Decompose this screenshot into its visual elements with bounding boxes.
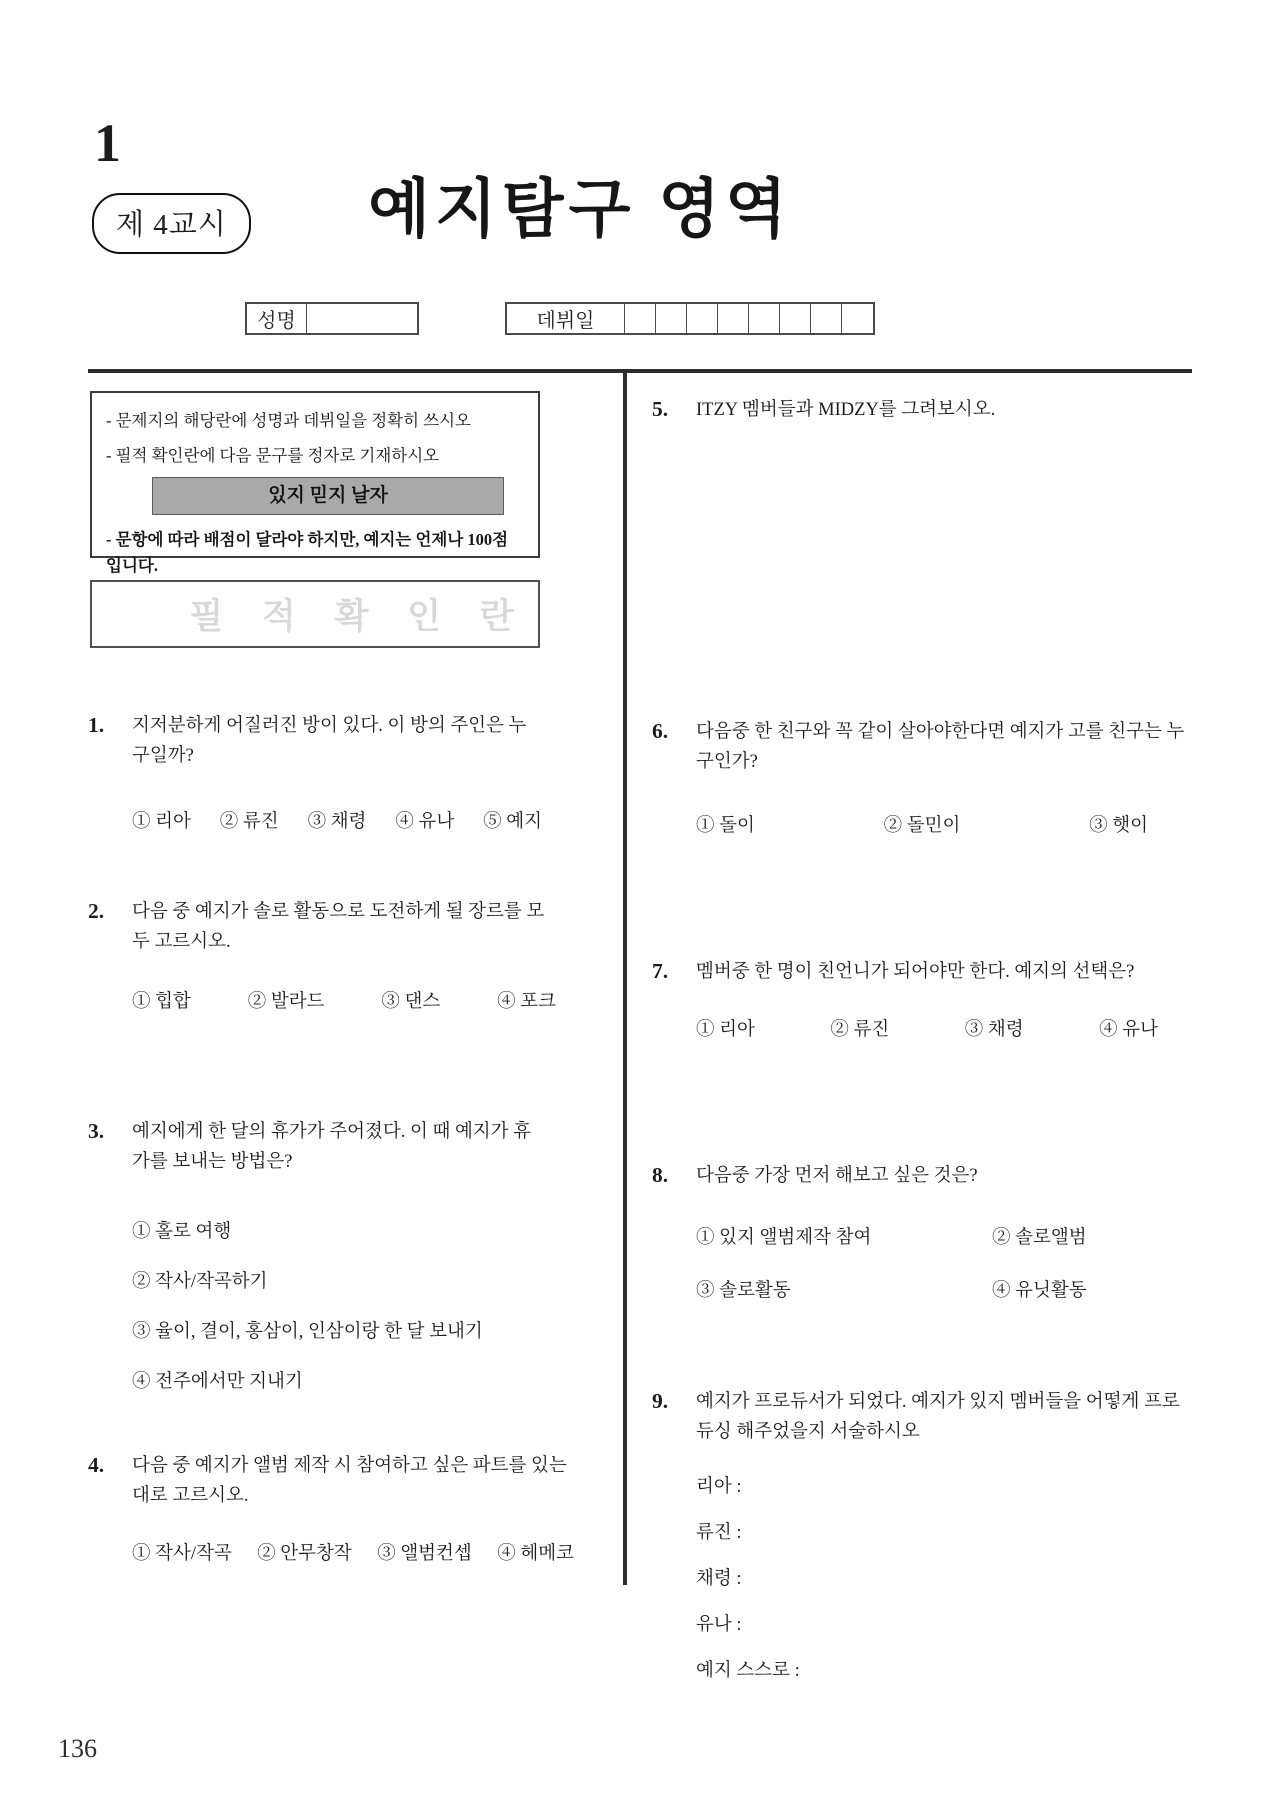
instruction-line: - 문항에 따라 배점이 달라야 하지만, 예지는 언제나 100점입니다. bbox=[106, 530, 509, 575]
option: ③ 앨범컨셉 bbox=[377, 1543, 472, 1564]
debut-date-cell[interactable] bbox=[718, 304, 749, 333]
option: ④ 유나 bbox=[1099, 1019, 1158, 1040]
debut-date-cell[interactable] bbox=[656, 304, 687, 333]
options-row bbox=[696, 1016, 1158, 1046]
option: ① 돌이 bbox=[696, 815, 755, 836]
question-number: 1. bbox=[88, 713, 105, 737]
question-2 bbox=[88, 898, 556, 1018]
option: ② 작사/작곡하기 bbox=[132, 1271, 268, 1292]
question-text: 다음중 가장 먼저 해보고 싶은 것은? bbox=[696, 1166, 978, 1186]
debut-date-cell[interactable] bbox=[780, 304, 811, 333]
question-number: 5. bbox=[652, 397, 669, 421]
option: ② 류진 bbox=[830, 1019, 890, 1040]
option: ③ 채령 bbox=[307, 811, 367, 832]
option: ③ 햇이 bbox=[1089, 815, 1148, 836]
handwriting-verification-label: 필 적 확 인 란 bbox=[189, 597, 529, 636]
option: ① 홀로 여행 bbox=[132, 1221, 232, 1242]
option: ① 작사/작곡 bbox=[132, 1543, 232, 1564]
question-1 bbox=[88, 712, 540, 838]
option: ④ 전주에서만 지내기 bbox=[132, 1371, 303, 1392]
option: ③ 솔로활동 bbox=[696, 1280, 791, 1301]
handwriting-verification-box[interactable] bbox=[90, 580, 540, 648]
question-text: ITZY 멤버들과 MIDZY를 그려보시오. bbox=[696, 400, 996, 420]
options-list bbox=[132, 1218, 540, 1398]
handwriting-phrase-box: 있지 믿지 날자 bbox=[152, 477, 504, 515]
question-number: 6. bbox=[652, 719, 669, 743]
answer-line[interactable]: 리아 : bbox=[696, 1476, 742, 1497]
option: ① 힙합 bbox=[132, 991, 191, 1012]
question-text: 다음중 한 친구와 꼭 같이 살아야한다면 예지가 고를 친구는 누구인가? bbox=[696, 722, 1185, 772]
option: ② 안무창작 bbox=[257, 1543, 352, 1564]
instruction-line: - 문제지의 해당란에 성명과 데뷔일을 정확히 쓰시오 bbox=[106, 411, 471, 430]
header-rule bbox=[88, 369, 1192, 373]
question-text: 멤버중 한 명이 친언니가 되어야만 한다. 예지의 선택은? bbox=[696, 962, 1135, 982]
question-number: 2. bbox=[88, 899, 105, 923]
debut-date-cell[interactable] bbox=[749, 304, 780, 333]
question-9 bbox=[652, 1388, 1192, 1702]
option: ① 리아 bbox=[696, 1019, 755, 1040]
option: ④ 헤메코 bbox=[497, 1543, 574, 1564]
question-8 bbox=[652, 1162, 1192, 1307]
exam-title: 예지탐구 영역 bbox=[368, 173, 792, 245]
question-text: 다음 중 예지가 솔로 활동으로 도전하게 될 장르를 모두 고르시오. bbox=[132, 902, 545, 952]
question-number: 3. bbox=[88, 1119, 105, 1143]
name-input-cell[interactable] bbox=[307, 304, 417, 333]
option: ② 발라드 bbox=[247, 991, 325, 1012]
option: ③ 율이, 결이, 홍삼이, 인삼이랑 한 달 보내기 bbox=[132, 1321, 483, 1342]
options-row bbox=[696, 812, 1148, 842]
question-7 bbox=[652, 958, 1192, 1046]
options-row bbox=[132, 988, 556, 1018]
drawing-area[interactable] bbox=[696, 426, 1192, 676]
instructions-box bbox=[90, 391, 540, 575]
debut-date-cell[interactable] bbox=[811, 304, 842, 333]
name-field-table bbox=[245, 302, 419, 335]
answer-line[interactable]: 류진 : bbox=[696, 1522, 742, 1543]
option: ② 류진 bbox=[219, 811, 279, 832]
name-label: 성명 bbox=[247, 304, 307, 333]
question-number: 9. bbox=[652, 1389, 669, 1413]
question-4 bbox=[88, 1452, 574, 1570]
options-grid bbox=[696, 1224, 1192, 1307]
option: ③ 채령 bbox=[964, 1019, 1024, 1040]
page-number: 136 bbox=[58, 1734, 97, 1763]
question-number: 8. bbox=[652, 1163, 669, 1187]
debut-date-field-table bbox=[505, 302, 875, 335]
answer-lines bbox=[696, 1472, 1192, 1686]
question-text: 다음 중 예지가 앨범 제작 시 참여하고 싶은 파트를 있는 대로 고르시오. bbox=[132, 1456, 567, 1506]
option: ④ 유닛활동 bbox=[992, 1280, 1087, 1301]
question-number: 4. bbox=[88, 1453, 105, 1477]
option: ③ 댄스 bbox=[381, 991, 441, 1012]
question-text: 예지가 프로듀서가 되었다. 예지가 있지 멤버들을 어떻게 프로듀싱 해주었을지 서술하시오 bbox=[696, 1392, 1180, 1442]
question-text: 예지에게 한 달의 휴가가 주어졌다. 이 때 예지가 휴가를 보내는 방법은? bbox=[132, 1122, 532, 1172]
column-divider bbox=[623, 373, 627, 1585]
option: ④ 포크 bbox=[497, 991, 556, 1012]
question-3 bbox=[88, 1118, 540, 1418]
period-badge: 제 4교시 bbox=[92, 193, 251, 254]
question-5 bbox=[652, 396, 1192, 676]
option: ④ 유나 bbox=[395, 811, 455, 832]
options-row bbox=[132, 808, 542, 838]
debut-date-cell[interactable] bbox=[687, 304, 718, 333]
debut-date-cell[interactable] bbox=[625, 304, 656, 333]
option: ⑤ 예지 bbox=[483, 811, 542, 832]
answer-line[interactable]: 유나 : bbox=[696, 1614, 742, 1635]
question-text: 지저분하게 어질러진 방이 있다. 이 방의 주인은 누구일까? bbox=[132, 716, 527, 766]
option: ② 돌민이 bbox=[883, 815, 961, 836]
options-row bbox=[132, 1540, 574, 1570]
question-6 bbox=[652, 718, 1192, 842]
option: ① 리아 bbox=[132, 811, 191, 832]
sheet-number: 1 bbox=[94, 113, 121, 173]
option: ② 솔로앨범 bbox=[992, 1227, 1087, 1248]
answer-line[interactable]: 예지 스스로 : bbox=[696, 1660, 800, 1681]
instruction-line: - 필적 확인란에 다음 문구를 정자로 기재하시오 bbox=[106, 445, 440, 465]
debut-date-label: 데뷔일 bbox=[507, 304, 625, 333]
option: ① 있지 앨범제작 참여 bbox=[696, 1227, 872, 1248]
debut-date-cell[interactable] bbox=[842, 304, 873, 333]
answer-line[interactable]: 채령 : bbox=[696, 1568, 742, 1589]
question-number: 7. bbox=[652, 959, 669, 983]
